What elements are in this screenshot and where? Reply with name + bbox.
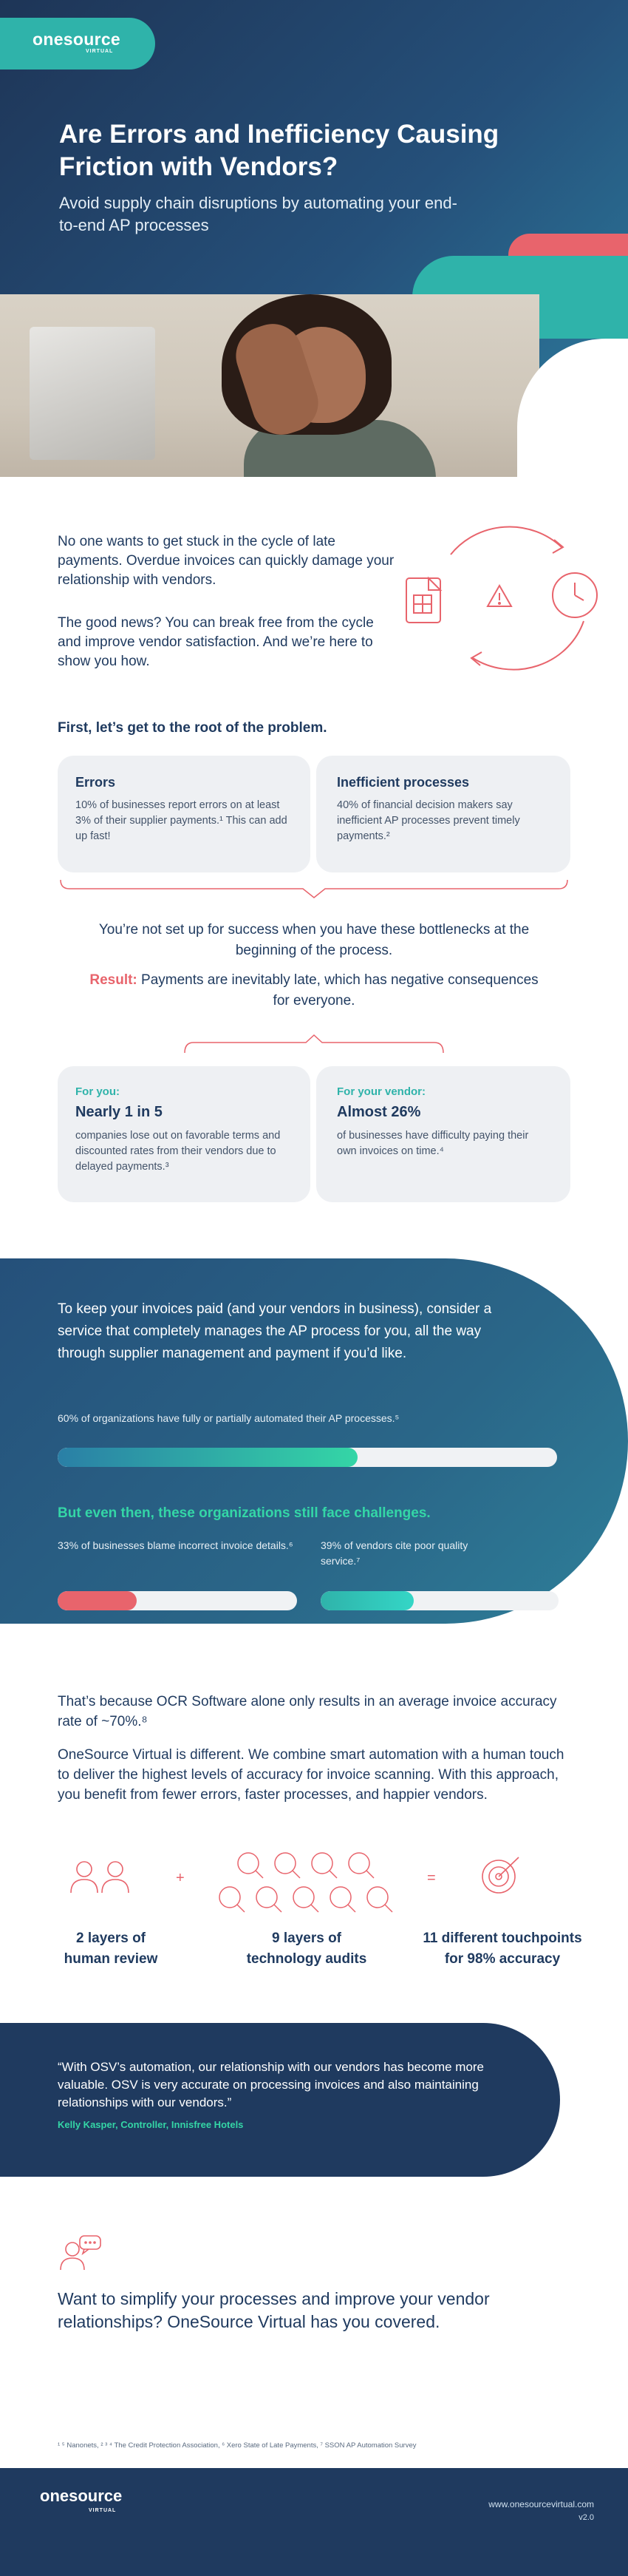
- logo-sub: VIRTUAL: [86, 49, 114, 54]
- intro-paragraph-2: The good news? You can break free from the cycle and improve vendor satisfaction. And we’re here to show you how.: [58, 615, 374, 669]
- setup-text: You’re not set up for success when you have these bottlenecks at the beginning of the process.: [98, 922, 530, 958]
- target-icon: [482, 1857, 519, 1893]
- errors-card-body: 10% of businesses report errors on at least 3% of their supplier payments.¹ This can add up fast!: [75, 799, 287, 842]
- stat1-bar: [58, 1448, 557, 1467]
- human-review-stat: 2 layers of human review: [64, 1931, 158, 1967]
- accuracy-stat: 11 different touchpoints for 98% accuracy: [423, 1931, 582, 1967]
- footer-version: v2.0: [578, 2513, 594, 2522]
- for-you-label: For you:: [75, 1085, 120, 1098]
- bracket-up-icon: [183, 1032, 445, 1054]
- stat3-text: 39% of vendors cite poor quality service.⁷: [321, 1539, 468, 1567]
- testimonial-author: Kelly Kasper, Controller, Innisfree Hotels: [58, 2119, 244, 2130]
- result-label: Result:: [89, 972, 137, 988]
- chat-person-icon: [58, 2233, 105, 2274]
- for-vendor-body: of businesses have difficulty paying their own invoices on time.⁴: [337, 1130, 529, 1157]
- for-vendor-stat: Almost 26%: [337, 1104, 421, 1120]
- inefficient-card: [316, 756, 570, 872]
- footer-logo-sub: VIRTUAL: [89, 2508, 117, 2513]
- automation-intro: To keep your invoices paid (and your vendors in business), consider a service that completely manages the AP process for you, all the way through supplier management and payment if you’d like.: [58, 1301, 492, 1361]
- problem-heading: First, let’s get to the root of the problem.: [58, 720, 327, 736]
- result-text: Result: Payments are inevitably late, which has negative consequences for everyone.: [89, 972, 539, 1009]
- inefficient-card-body: 40% of financial decision makers say inefficient AP processes prevent timely payments.²: [337, 799, 520, 842]
- footer: [0, 2468, 628, 2576]
- equals-sign: =: [427, 1870, 436, 1886]
- footer-logo[interactable]: onesource: [40, 2487, 123, 2505]
- errors-card-title: Errors: [75, 775, 116, 790]
- logo[interactable]: onesource: [33, 30, 121, 49]
- stat3-bar-fill: [321, 1591, 414, 1610]
- ocr-paragraph-2: OneSource Virtual is different. We combine smart automation with a human touch to deliver the highest levels of accuracy for invoice scanning. With this approach, you benefit from fewer errors, faster processes, and happier vendors.: [58, 1747, 564, 1803]
- page-subtitle: Avoid supply chain disruptions by automating your end-to-end AP processes: [59, 194, 457, 234]
- bracket-down-icon: [59, 878, 569, 901]
- late-payment-cycle-icon: [399, 510, 606, 680]
- stat2-bar-fill: [58, 1591, 137, 1610]
- inefficient-card-title: Inefficient processes: [337, 775, 470, 790]
- stat1-bar-fill: [58, 1448, 358, 1467]
- ocr-paragraph-1: That’s because OCR Software alone only results in an average invoice accuracy rate of ~70%.⁸: [58, 1694, 557, 1729]
- for-vendor-card: [316, 1066, 570, 1202]
- closing-text: Want to simplify your processes and improve your vendor relationships? OneSource Virtual has you covered.: [58, 2289, 490, 2331]
- laptop-shape: [30, 327, 155, 460]
- for-you-body: companies lose out on favorable terms and discounted rates from their vendors due to delayed payments.³: [75, 1130, 281, 1173]
- tech-audits-stat: 9 layers of technology audits: [246, 1931, 367, 1967]
- testimonial-quote: “With OSV’s automation, our relationship with our vendors has become more valuable. OSV is very accurate on processing invoices and also maintaining relationships with our vendors.”: [58, 2060, 485, 2109]
- plus-sign: +: [176, 1870, 185, 1886]
- stat3-bar: [321, 1591, 559, 1610]
- page-title: Are Errors and Inefficiency Causing Friction with Vendors?: [59, 120, 499, 181]
- hero-photo: [0, 294, 539, 477]
- tech-audit-icons: [219, 1853, 392, 1912]
- intro-paragraph-1: No one wants to get stuck in the cycle of late payments. Overdue invoices can quickly damage your relationship with vendors.: [58, 534, 395, 588]
- stat1-text: 60% of organizations have fully or partially automated their AP processes.⁵: [58, 1412, 400, 1424]
- people-icon: [71, 1862, 129, 1893]
- for-you-card: [58, 1066, 310, 1202]
- footnotes: ¹ ⁵ Nanonets, ² ³ ⁴ The Credit Protection Association, ⁶ Xero State of Late Payments, ⁷ SSON AP Automation Survey: [58, 2441, 417, 2450]
- stat2-bar: [58, 1591, 297, 1610]
- for-vendor-label: For your vendor:: [337, 1085, 426, 1098]
- footer-url-link[interactable]: www.onesourcevirtual.com: [488, 2499, 594, 2509]
- for-you-stat: Nearly 1 in 5: [75, 1104, 163, 1120]
- accuracy-icons-row: [66, 1848, 569, 1922]
- challenge-heading: But even then, these organizations still face challenges.: [58, 1505, 431, 1521]
- stat2-text: 33% of businesses blame incorrect invoice details.⁶: [58, 1539, 293, 1551]
- errors-card: [58, 756, 310, 872]
